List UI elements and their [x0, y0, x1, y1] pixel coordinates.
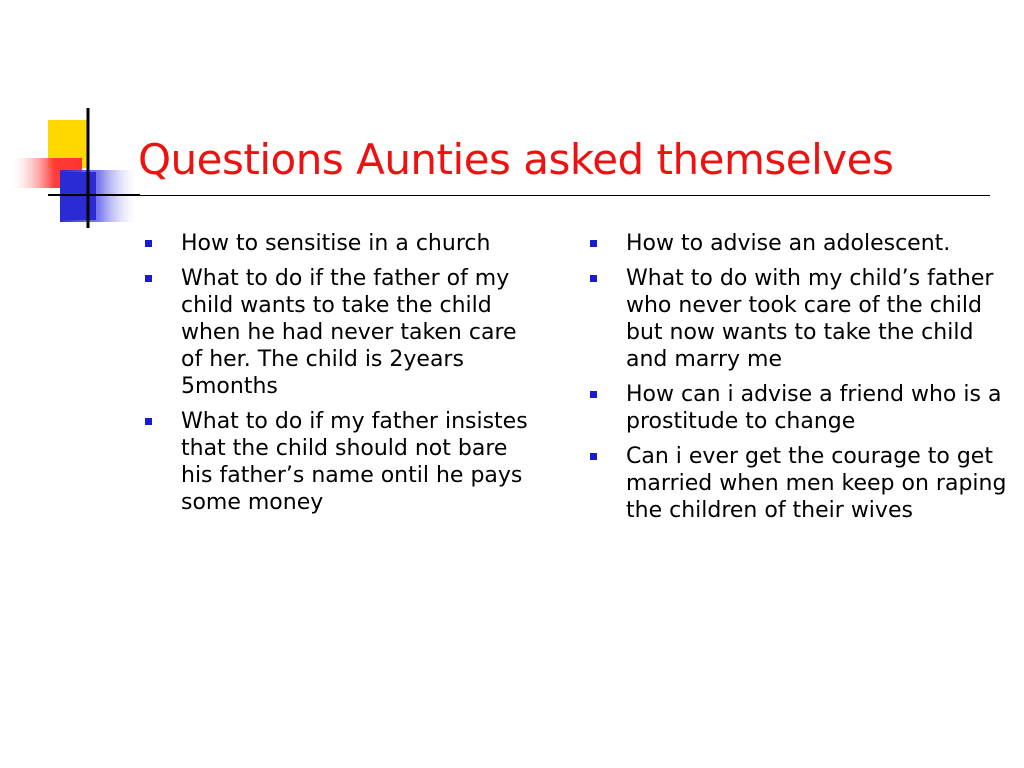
right-list-item-text: What to do with my child’s father who never took care of the child but now wants to take the child and marry me — [626, 266, 994, 372]
right-list-item — [588, 443, 1008, 524]
right-list-item-text: How can i advise a friend who is a prostitude to change — [626, 382, 1002, 434]
left-bullet-list — [143, 230, 543, 524]
square-bullet-icon — [590, 275, 597, 282]
left-list-item-text: What to do if the father of my child wants to take the child when he had never taken care of her. The child is 2years 5months — [181, 266, 517, 399]
left-list-item-text: How to sensitise in a church — [181, 231, 491, 256]
right-list-item — [588, 381, 1008, 435]
left-list-item — [143, 408, 543, 516]
left-list-item-text: What to do if my father insistes that the child should not bare his father’s name ontil he pays some money — [181, 409, 528, 515]
right-list-item — [588, 230, 1008, 257]
square-bullet-icon — [145, 418, 152, 425]
right-bullet-list — [588, 230, 1008, 532]
title-divider — [90, 195, 990, 196]
right-list-item-text: Can i ever get the courage to get married when men keep on raping the children of their wives — [626, 444, 1007, 523]
left-list-item — [143, 230, 543, 257]
right-list-item — [588, 265, 1008, 373]
square-bullet-icon — [145, 240, 152, 247]
square-bullet-icon — [145, 275, 152, 282]
left-list-item — [143, 265, 543, 400]
square-bullet-icon — [590, 453, 597, 460]
slide-title: Questions Aunties asked themselves — [138, 135, 894, 184]
square-bullet-icon — [590, 240, 597, 247]
right-list-item-text: How to advise an adolescent. — [626, 231, 951, 256]
square-bullet-icon — [590, 391, 597, 398]
decorative-logo — [10, 108, 140, 228]
